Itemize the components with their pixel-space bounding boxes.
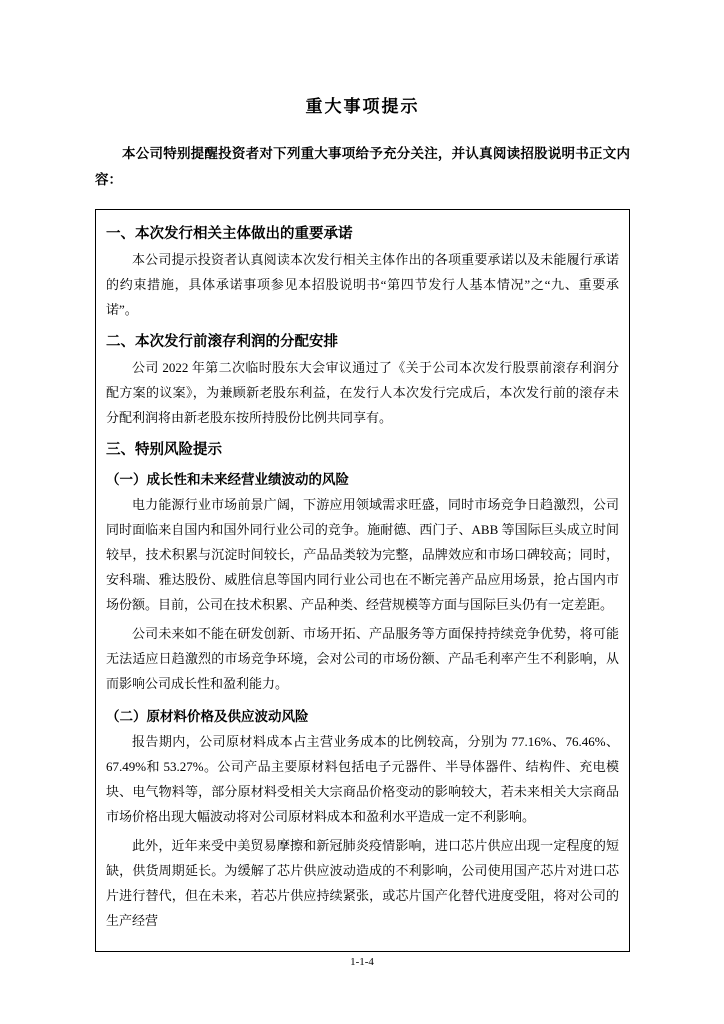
paragraph: 本公司提示投资者认真阅读本次发行相关主体作出的各项重要承诺以及未能履行承诺的约束措施，具体承诺事项参见本招股说明书“第四节发行人基本情况”之“九、重要承诺”。 (106, 252, 619, 317)
paragraph: 电力能源行业市场前景广阔，下游应用领域需求旺盛，同时市场竞争日趋激烈，公司同时面临来自国内和国外同行业公司的竞争。施耐德、西门子、ABB 等国际巨头成立时间较早，技术积累与沉淀时间较长，产品品类较为完整，品牌效应和市场口碑较高；同时，安科瑞、雅达股份、威胜信息等国内同行业公司也在不断完善产品应用场景，抢占国内市场份额。目前，公司在技术积累、产品种类、经营规模等方面与国际巨头仍有一定差距。 (106, 497, 619, 612)
intro-paragraph: 本公司特别提醒投资者对下列重大事项给予充分关注，并认真阅读招股说明书正文内容： (95, 146, 630, 187)
section-heading-3: 三、特别风险提示 (106, 442, 222, 458)
section-heading-1: 一、本次发行相关主体做出的重要承诺 (106, 226, 353, 242)
paragraph: 此外，近年来受中美贸易摩擦和新冠肺炎疫情影响，进口芯片供应出现一定程度的短缺，供货周期延长。为缓解了芯片供应波动造成的不利影响，公司使用国产芯片对进口芯片进行替代，但在未来，若芯片供应持续紧张，或芯片国产化替代进度受阻，将对公司的生产经营 (106, 838, 619, 928)
section-heading-2: 二、本次发行前滚存利润的分配安排 (106, 334, 338, 350)
paragraph: 报告期内，公司原材料成本占主营业务成本的比例较高，分别为 77.16%、76.46%、67.49%和 53.27%。公司产品主要原材料包括电子元器件、半导体器件、结构件、充电模块、电气物料等，部分原材料受相关大宗商品价格变动的影响较大，若未来相关大宗商品市场价格出现大幅波动将对公司原材料成本和盈利水平造成一定不利影响。 (106, 734, 619, 824)
paragraph: 公司 2022 年第二次临时股东大会审议通过了《关于公司本次发行股票前滚存利润分配方案的议案》，为兼顾新老股东利益，在发行人本次发行完成后，本次发行前的滚存未分配利润将由新老股东按所持股份比例共同享有。 (106, 360, 619, 425)
page-number: 1-1-4 (350, 956, 374, 968)
important-matters-box (95, 209, 630, 952)
subsection-heading-2: （二）原材料价格及供应波动风险 (106, 709, 309, 724)
subsection-heading-1: （一）成长性和未来经营业绩波动的风险 (106, 472, 349, 487)
paragraph: 公司未来如不能在研发创新、市场开拓、产品服务等方面保持持续竞争优势，将可能无法适应日趋激烈的市场竞争环境，会对公司的市场份额、产品毛利率产生不利影响，从而影响公司成长性和盈利能力。 (106, 626, 619, 691)
page-title: 重大事项提示 (305, 97, 420, 116)
